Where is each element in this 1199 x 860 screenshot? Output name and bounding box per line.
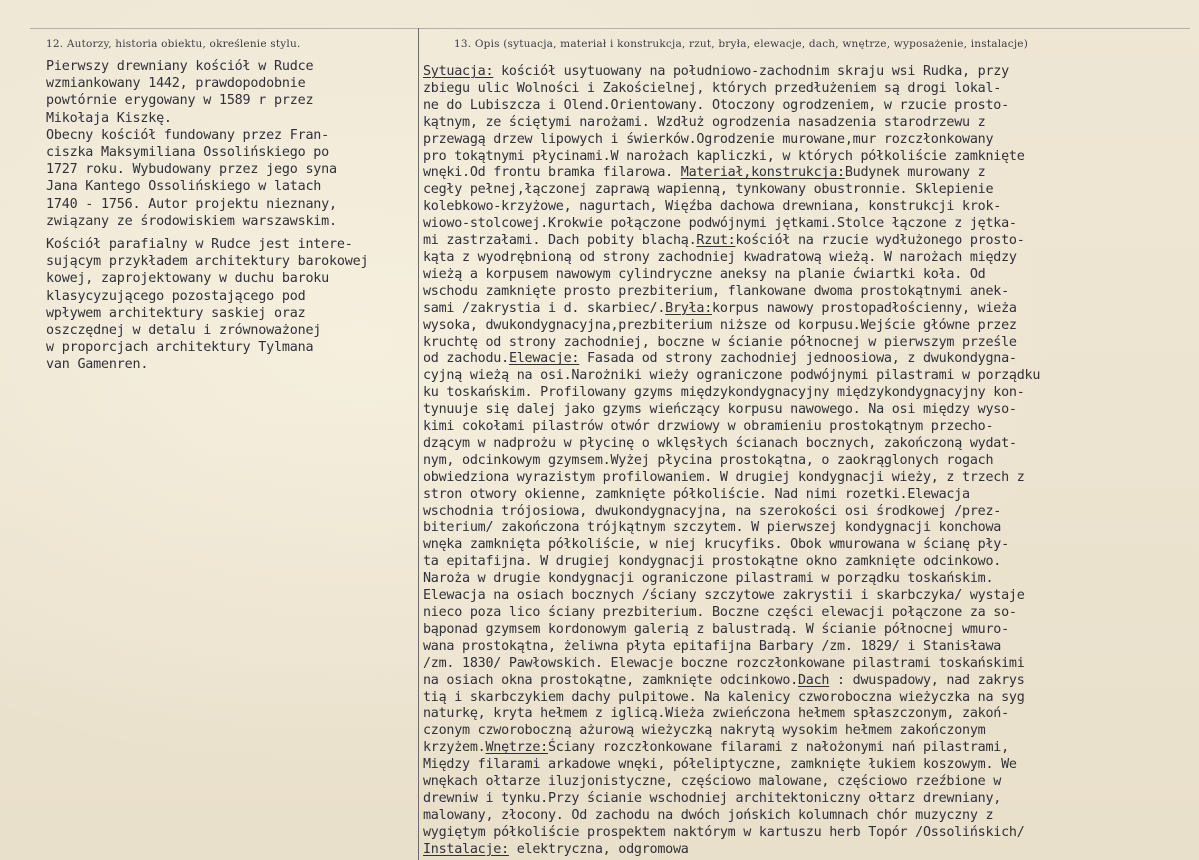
text-line: Kościół parafialny w Rudce jest intere- [46, 237, 353, 253]
text-run: Budynek murowany z [844, 165, 986, 181]
text-run: : dwuspadowy, nad zakrys [829, 672, 1025, 688]
text-run: przewagą drzew lipowych i świerków.Ogrodzenie murowane,mur rozczłonkowany [423, 131, 994, 147]
text-line [423, 706, 1195, 723]
section-label: Wnętrze: [485, 740, 548, 756]
text-line: Obecny kościół fundowany przez Fran- [46, 127, 330, 143]
text-line [423, 470, 1195, 487]
text-line [423, 639, 1195, 656]
text-line [423, 656, 1195, 673]
text-line [423, 436, 1195, 453]
text-run: na osiach okna prostokątne, zamknięte odcinkowo. [423, 672, 798, 688]
text-line [423, 487, 1195, 504]
text-line [423, 554, 1195, 571]
style-paragraph [46, 236, 418, 374]
text-line [423, 385, 1195, 402]
text-line [423, 588, 1195, 605]
text-line: Jana Kantego Ossolińskiego w latach [46, 179, 322, 195]
text-line [423, 673, 1195, 690]
text-run: kolebkowo-krzyżowe, nagurtach, Więźba dachowa drewniana, konstrukcji krok- [423, 199, 1002, 215]
text-run: elektryczna, odgromowa [508, 841, 689, 857]
section-label: Instalacje: [423, 841, 509, 857]
text-line [423, 335, 1195, 352]
text-line [423, 233, 1195, 250]
text-run: cyjną wieżą na osi.Narożniki wieży ograniczone podwójnymi pilastrami w porządku [423, 368, 1041, 384]
text-run: wana prostokątna, żeliwna płyta epitafijna Barbary /zm. 1829/ i Stanisława [423, 638, 1002, 654]
text-line [423, 267, 1195, 284]
heading-authors-history: 12. Autorzy, historia obiektu, określenie stylu. [46, 38, 301, 50]
text-run: mi zastrzałami. Dach pobity blachą. [423, 233, 697, 249]
text-run: korpus nawowy prostopadłościenny, wieża [712, 300, 1017, 316]
text-run: sami /zakrystia i d. skarbiec/. [423, 300, 666, 316]
text-line [423, 791, 1195, 808]
text-run: krzyżem. [423, 740, 486, 756]
text-line [423, 351, 1195, 368]
text-run: Elewacja na osiach bocznych /ściany szczytowe zakrystii i skarbczyka/ wystaje [423, 588, 1025, 604]
text-line [423, 419, 1195, 436]
text-line [423, 402, 1195, 419]
text-line: wzmiankowany 1442, prawdopodobnie [46, 76, 306, 92]
text-run: wiowo-stolcowej.Krokwie połączone podwójnymi jętkami.Stolce łączone z jętka- [423, 216, 1017, 232]
text-line [423, 504, 1195, 521]
text-run: bąponad gzymsem kordonowym galerią z balustradą. W ścianie północnej wmuro- [423, 621, 1009, 637]
text-run: Fasada od strony zachodniej jednoosiowa, z dwukondygna- [579, 351, 1017, 367]
text-run: /zm. 1830/ Pawłowskich. Elewacje boczne rozczłonkowane pilastrami toskańskimi [423, 655, 1025, 671]
text-run: drewniw i tynku.Przy ścianie wschodniej architektoniczny ołtarz drewniany, [423, 790, 1002, 806]
text-line [423, 132, 1195, 149]
text-line [423, 318, 1195, 335]
text-line [423, 757, 1195, 774]
section-label: Bryła: [665, 300, 713, 316]
text-line: ciszka Maksymiliana Ossolińskiego po [46, 145, 330, 161]
text-run: ne do Lubiszcza i Olend.Orientowany. Otoczony ogrodzeniem, w rzucie prosto- [423, 97, 1009, 113]
history-paragraph [46, 58, 418, 230]
text-line: van Gamenren. [46, 357, 149, 373]
text-run: czonym czworoboczną ażurową wieżyczką nakrytą wysokim hełmem zakończonym [423, 723, 986, 739]
text-line [423, 301, 1195, 318]
text-line: wpływem architektury saskiej oraz [46, 305, 306, 321]
text-line [423, 182, 1195, 199]
text-line: oszczędnej w detalu i zrównoważonej [46, 323, 322, 339]
text-run: tią i skarbczykiem dachy pulpitowe. Na kalenicy czworoboczna wieżyczka na syg [423, 689, 1025, 705]
text-line [423, 64, 1195, 81]
left-column [46, 58, 418, 374]
text-run: Naroża w drugie kondygnacji ograniczone pilastrami w porządku toskańskim. [423, 571, 994, 587]
text-line [423, 81, 1195, 98]
text-run: obwiedziona wyrazistym profilowaniem. W drugiej kondygnacji wieży, z trzech z [423, 469, 1025, 485]
text-line: klasycyzującego pozostającego pod [46, 288, 306, 304]
text-run: dzącym w nadprożu w płycinę o wklęsłych ścianach bocznych, zakończoną wydat- [423, 435, 1017, 451]
text-line: Pierwszy drewniany kościół w Rudce [46, 59, 314, 74]
section-label: Elewacje: [508, 351, 580, 367]
text-run: malowany, złocony. Od zachodu na dwóch jońskich kolumnach chór muzyczny z [423, 807, 994, 823]
text-run: kimi cokołami pilastrów otwór drzwiowy w obramieniu prostokątnym przecho- [423, 419, 994, 435]
text-run: kruchtę od strony zachodniej, boczne w ścianie północnej w pierwszym prześle [423, 334, 1017, 350]
text-line [423, 520, 1195, 537]
text-run: wnękach ołtarze iluzjonistyczne, częściowo malowane, częściowo rzeźbione w [423, 774, 1002, 790]
text-run: kościół usytuowany na południowo-zachodnim skraju wsi Rudka, przy [493, 64, 1009, 79]
text-run: kościół na rzucie wydłużonego prosto- [735, 233, 1025, 249]
text-line [423, 250, 1195, 267]
text-run: wnęka zamknięta półkoliście, w niej krucyfiks. Obok wmurowana w ścianę pły- [423, 537, 1009, 553]
heading-description: 13. Opis (sytuacja, materiał i konstrukcja, rzut, bryła, elewacje, dach, wnętrze, wyposażenie, instalacje) [454, 38, 1028, 50]
top-rule [30, 28, 1190, 29]
text-line: związany ze środowiskiem warszawskim. [46, 213, 337, 229]
text-line: powtórnie erygowany w 1589 r przez [46, 93, 314, 109]
text-run: wschodu zamknięte prosto prezbiterium, flankowane dwoma prostokątnymi anek- [423, 283, 1009, 299]
text-line: kowej, zaprojektowany w duchu baroku [46, 271, 330, 287]
text-line [423, 605, 1195, 622]
right-column [423, 64, 1195, 859]
text-run: cegły pełnej,łączonej zaprawą wapienną, tynkowany obustronnie. Sklepienie [423, 182, 994, 198]
text-run: wysoka, dwukondygnacyjna,prezbiterium niższe od korpusu.Wejście główne przez [423, 317, 1017, 333]
text-run: kąta z wyodrębnioną od strony zachodniej kwadratową wieżą. W narożach między [423, 249, 1017, 265]
text-run: ta epitafijna. W drugiej kondygnacji prostokątne okno zamknięte odcinkowo. [423, 554, 1002, 570]
text-run: ku toskańskim. Profilowany gzyms międzykondygnacyjny międzykondygnacyjny kon- [423, 385, 1025, 401]
text-run: zbiegu ulic Wolności i Zakościelnej, których przedłużeniem są drogi lokal- [423, 80, 1002, 96]
text-line: 1727 roku. Wybudowany przez jego syna [46, 162, 337, 178]
text-line [423, 453, 1195, 470]
text-run: wnęki.Od frontu bramka filarowa. [423, 165, 681, 181]
section-label: Materiał,konstrukcja: [680, 165, 845, 181]
text-run: kątnym, ze ściętymi narożami. Wzdłuż ogrodzenia nasadzenia starodrzewu z [423, 114, 986, 130]
text-run: tynuuje się dalej jako gzyms wieńczący korpusu nawowego. Na osi między wyso- [423, 402, 1017, 418]
section-label: Dach [797, 672, 830, 688]
text-run: wygiętym półkoliście prospektem naktórym w kartuszu herb Topór /Ossolińskich/ [423, 824, 1025, 840]
text-run: od zachodu. [423, 351, 509, 367]
text-run: wschodnia trójosiowa, dwukondygnacyjna, na szerokości osi środkowej /prez- [423, 503, 1002, 519]
text-line [423, 368, 1195, 385]
text-line [423, 622, 1195, 639]
column-divider [418, 28, 419, 860]
text-run: biterium/ zakończona trójkątnym szczytem. W pierwszej kondygnacji konchowa [423, 520, 1002, 536]
text-run: Między filarami arkadowe wnęki, półeliptyczne, zamknięte łukiem koszowym. We [423, 757, 1017, 773]
text-line [423, 825, 1195, 842]
text-run: nieco poza lico ściany prezbiterium. Boczne części elewacji połączone za so- [423, 605, 1017, 620]
text-line [423, 199, 1195, 216]
text-line [423, 842, 1195, 859]
text-line [423, 740, 1195, 757]
text-line [423, 165, 1195, 182]
text-line: w proporcjach architektury Tylmana [46, 340, 314, 356]
text-run: wieżą a korpusem nawowym cylindryczne aneksy na planie ćwiartki koła. Od [423, 266, 986, 282]
text-line [423, 284, 1195, 301]
text-line [423, 690, 1195, 707]
section-label: Rzut: [696, 233, 736, 249]
text-line [423, 537, 1195, 554]
text-line [423, 571, 1195, 588]
text-line [423, 774, 1195, 791]
text-line: Mikołaja Kiszkę. [46, 110, 172, 126]
text-run: nym, odcinkowym gzymsem.Wyżej płycina prostokątna, o zaokrąglonych rogach [423, 452, 994, 468]
text-line [423, 808, 1195, 825]
text-line [423, 98, 1195, 115]
text-run: naturkę, kryta hełmem z iglicą.Wieża zwieńczona hełmem spłaszczonym, zakoń- [423, 706, 1009, 722]
text-run: stron otwory okienne, zamknięte półkoliście. Nad nimi rozetki.Elewacja [423, 486, 970, 502]
text-line [423, 216, 1195, 233]
text-line: sującym przykładem architektury barokowej [46, 254, 369, 270]
text-line [423, 723, 1195, 740]
text-line: 1740 - 1756. Autor projektu nieznany, [46, 196, 337, 212]
text-run: pro tokątnymi płycinami.W narożach kapliczki, w których półkoliście zamknięte [423, 148, 1025, 164]
text-line [423, 115, 1195, 132]
text-line [423, 149, 1195, 166]
text-run: Ściany rozczłonkowane filarami z nałożonymi nań pilastrami, [548, 740, 1009, 756]
section-label: Sytuacja: [423, 64, 494, 79]
